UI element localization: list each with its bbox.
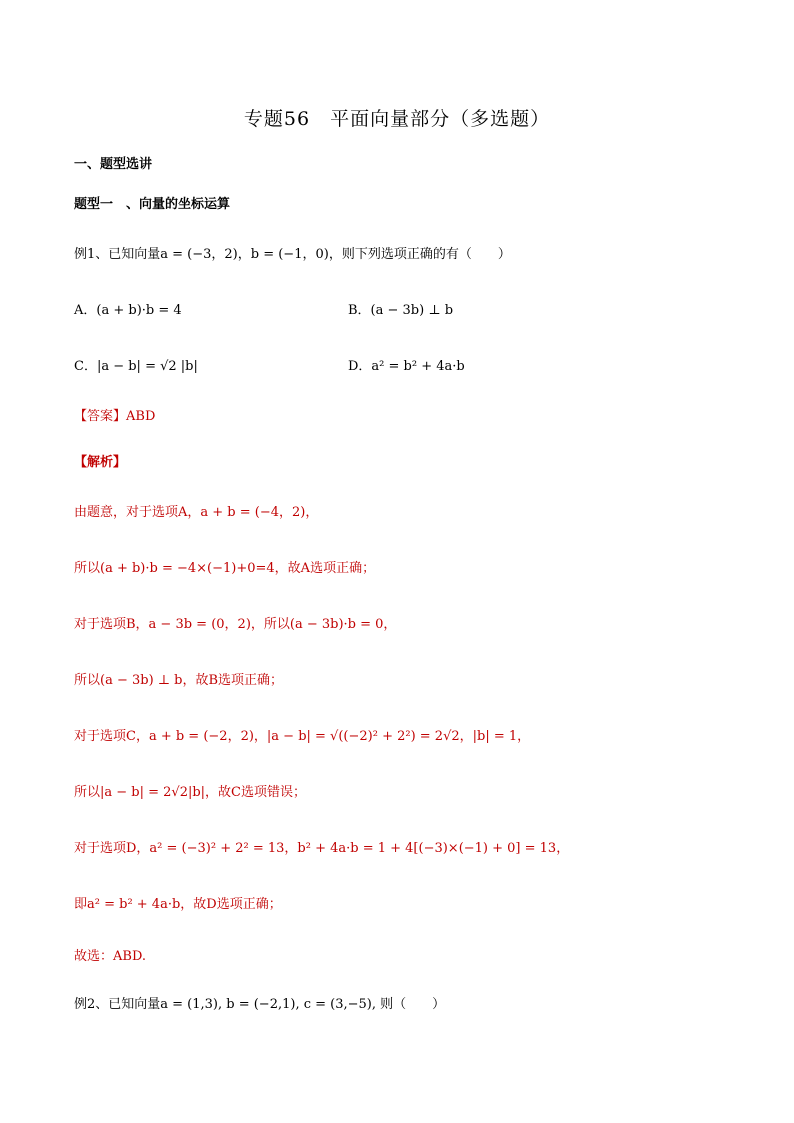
option-b: B．(a − 3b) ⊥ b [348, 303, 454, 318]
section-heading: 一、题型选讲 [74, 157, 153, 172]
analysis-step: 由题意，对于选项A，a + b = (−4，2)， [74, 505, 319, 520]
analysis-step: 所以(a − 3b) ⊥ b，故B选项正确； [74, 673, 284, 688]
option-c: C．|a − b| = √2 |b| [74, 359, 198, 374]
page-title: 专题56 平面向量部分（多选题） [243, 108, 551, 130]
question-type-heading: 题型一 、向量的坐标运算 [74, 197, 231, 212]
analysis-step: 故选：ABD. [74, 949, 147, 964]
example-1-question: 例1、已知向量a = (−3，2)，b = (−1，0)，则下列选项正确的有（ ） [74, 247, 511, 262]
analysis-step: 所以|a − b| = 2√2|b|，故C选项错误； [74, 785, 307, 800]
example-2-question: 例2、已知向量a = (1,3), b = (−2,1), c = (3,−5), 则（ ） [74, 997, 446, 1012]
analysis-step: 对于选项B，a − 3b = (0，2)，所以(a − 3b)·b = 0， [74, 617, 397, 632]
analysis-step: 对于选项D，a² = (−3)² + 2² = 13，b² + 4a·b = 1 + 4[(−3)×(−1) + 0] = 13， [74, 841, 570, 856]
analysis-step: 所以(a + b)·b = −4×(−1)+0=4，故A选项正确； [74, 561, 376, 576]
option-a: A．(a + b)·b = 4 [74, 303, 182, 318]
analysis-step: 即a² = b² + 4a·b，故D选项正确； [74, 897, 282, 912]
option-d: D．a² = b² + 4a·b [348, 359, 465, 374]
answer-line: 【答案】ABD [74, 409, 156, 424]
analysis-step: 对于选项C，a + b = (−2，2)，|a − b| = √((−2)² + 2²) = 2√2，|b| = 1， [74, 729, 531, 744]
analysis-label: 【解析】 [74, 455, 127, 470]
